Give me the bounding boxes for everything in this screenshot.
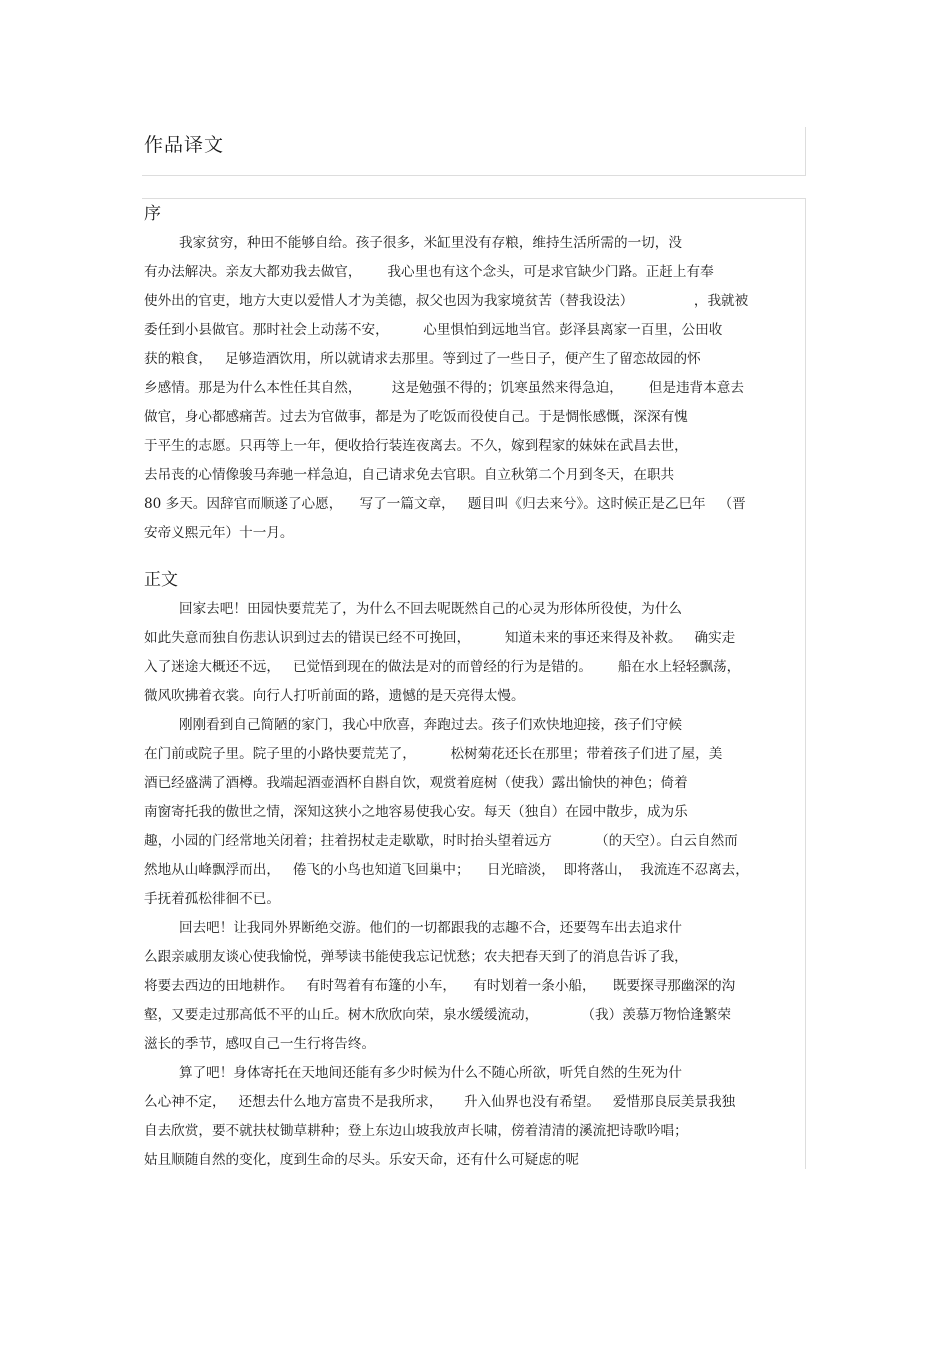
preface-line: 于平生的志愿。只再等上一年，便收拾行装连夜离去。不久，嫁到程家的妹妹在武昌去世， — [144, 438, 688, 454]
preface-line: 委任到小县做官。那时社会上动荡不安， 心里惧怕到远地当官。彭泽县离家一百里，公田收 — [144, 322, 723, 338]
main-text-line: 手抚着孤松徘徊不已。 — [144, 891, 280, 907]
main-text-line: 微风吹拂着衣裳。向行人打听前面的路，遗憾的是天亮得太慢。 — [144, 688, 525, 704]
main-text-line: 回家去吧！田园快要荒芜了，为什么不回去呢既然自己的心灵为形体所役使，为什么 — [179, 601, 682, 617]
preface-line: 有办法解决。亲友大都劝我去做官， 我心里也有这个念头，可是求官缺少门路。正赶上有奉 — [144, 264, 714, 280]
page-title: 作品译文 — [144, 134, 225, 156]
preface-line: 去吊丧的心情像骏马奔驰一样急迫，自己请求免去官职。自立秋第二个月到冬天，在职共 — [144, 467, 675, 483]
main-text-line: 自去欣赏，要不就扶杖锄草耕种；登上东边山坡我放声长啸，傍着清清的溪流把诗歌吟唱； — [144, 1123, 688, 1139]
main-text-line: 么跟亲戚朋友谈心使我愉悦，弹琴读书能使我忘记忧愁；农夫把春天到了的消息告诉了我， — [144, 949, 688, 965]
main-text-line: 酒已经盛满了酒樽。我端起酒壶酒杯自斟自饮，观赏着庭树（使我）露出愉快的神色；倚着 — [144, 775, 688, 791]
main-text-heading: 正文 — [144, 570, 178, 590]
preface-line: 做官，身心都感痛苦。过去为官做事，都是为了吃饭而役使自己。于是惆怅感慨，深深有愧 — [144, 409, 688, 425]
preface-line: 使外出的官吏，地方大吏以爱惜人才为美德，叔父也因为我家境贫苦（替我设法） ，我就被 — [144, 293, 749, 309]
main-text-line: 然地从山峰飘浮而出， 倦飞的小鸟也知道飞回巢中； 日光暗淡， 即将落山， 我流连不忍离去， — [144, 862, 749, 878]
preface-line: 我家贫穷，种田不能够自给。孩子很多，米缸里没有存粮，维持生活所需的一切，没 — [179, 235, 682, 251]
preface-line: 获的粮食， 足够造酒饮用，所以就请求去那里。等到过了一些日子，便产生了留恋故园的怀 — [144, 351, 701, 367]
preface-line: 乡感情。那是为什么本性任其自然， 这是勉强不得的；饥寒虽然来得急迫， 但是违背本意去 — [144, 380, 744, 396]
main-text-line: 在门前或院子里。院子里的小路快要荒芜了， 松树菊花还长在那里；带着孩子们进了屋，美 — [144, 746, 723, 762]
main-text-line: 刚刚看到自己简陋的家门，我心中欣喜，奔跑过去。孩子们欢快地迎接，孩子们守候 — [179, 717, 682, 733]
main-text-line: 算了吧！身体寄托在天地间还能有多少时候为什么不随心所欲，听凭自然的生死为什 — [179, 1065, 682, 1081]
main-text-line: 如此失意而独自伤悲认识到过去的错误已经不可挽回， 知道未来的事还来得及补救。 确实走 — [144, 630, 736, 646]
preface-line: 安帝义熙元年）十一月。 — [144, 525, 294, 541]
main-text-line: 么心神不定， 还想去什么地方富贵不是我所求， 升入仙界也没有希望。 爱惜那良辰美景我独 — [144, 1094, 736, 1110]
main-text-line: 滋长的季节，感叹自己一生行将告终。 — [144, 1036, 376, 1052]
main-text-line: 壑，又要走过那高低不平的山丘。树木欣欣向荣，泉水缓缓流动， （我）羡慕万物恰逢繁荣 — [144, 1007, 731, 1023]
main-text-line: 入了迷途大概还不远， 已觉悟到现在的做法是对的而曾经的行为是错的。 船在水上轻轻飘荡， — [144, 659, 741, 675]
main-text-line: 趣，小园的门经常地关闭着；拄着拐杖走走歇歇，时时抬头望着远方 （的天空）。白云自然而 — [144, 833, 738, 849]
title-box — [142, 127, 806, 176]
main-text-line: 将要去西边的田地耕作。 有时驾着有布篷的小车， 有时划着一条小船， 既要探寻那幽深的沟 — [144, 978, 736, 994]
preface-line: 80 多天。因辞官而顺遂了心愿， 写了一篇文章， 题目叫《归去来兮》。这时候正是乙巳年 （晋 — [144, 496, 746, 512]
main-text-line: 姑且顺随自然的变化，度到生命的尽头。乐安天命，还有什么可疑虑的呢 — [144, 1152, 579, 1168]
main-text-line: 回去吧！让我同外界断绝交游。他们的一切都跟我的志趣不合，还要驾车出去追求什 — [179, 920, 682, 936]
content-box — [142, 198, 806, 1169]
main-text-line: 南窗寄托我的傲世之情，深知这狭小之地容易使我心安。每天（独自）在园中散步，成为乐 — [144, 804, 688, 820]
preface-heading: 序 — [144, 204, 161, 224]
